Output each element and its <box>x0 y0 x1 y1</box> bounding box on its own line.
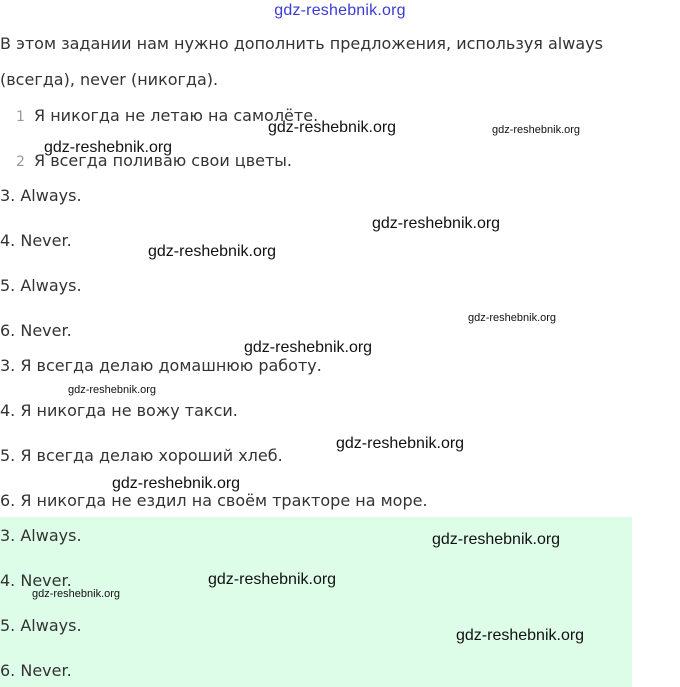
watermark: gdz-reshebnik.org <box>492 124 581 136</box>
intro-line-1: В этом задании нам нужно дополнить предложения, используя always <box>0 34 603 53</box>
answer-line: 6. Never. <box>0 661 72 680</box>
text-line: 4. Never. <box>0 231 72 250</box>
text-line: 3. Always. <box>0 186 82 205</box>
watermark: gdz-reshebnik.org <box>468 312 557 324</box>
watermark: gdz-reshebnik.org <box>44 139 173 156</box>
watermark: gdz-reshebnik.org <box>372 215 501 232</box>
answer-line: 5. Always. <box>0 616 82 635</box>
watermark: gdz-reshebnik.org <box>268 119 397 136</box>
watermark: gdz-reshebnik.org <box>208 571 337 588</box>
item-number: 2 <box>16 154 25 170</box>
intro-line-2: (всегда), never (никогда). <box>0 70 219 89</box>
answer-line: 4. Never. <box>0 571 72 590</box>
text-line: 5. Always. <box>0 276 82 295</box>
header-watermark: gdz-reshebnik.org <box>274 2 406 19</box>
text-line: 5. Я всегда делаю хороший хлеб. <box>0 446 283 465</box>
text-line: 4. Я никогда не вожу такси. <box>0 401 238 420</box>
item-number: 1 <box>16 109 25 125</box>
watermark: gdz-reshebnik.org <box>456 627 585 644</box>
watermark: gdz-reshebnik.org <box>148 243 277 260</box>
answer-line: 3. Always. <box>0 526 82 545</box>
watermark: gdz-reshebnik.org <box>32 588 121 600</box>
watermark: gdz-reshebnik.org <box>68 384 157 396</box>
text-line: 3. Я всегда делаю домашнюю работу. <box>0 356 322 375</box>
item-text: Я всегда поливаю свои цветы. <box>34 151 292 170</box>
watermark: gdz-reshebnik.org <box>244 339 373 356</box>
watermark: gdz-reshebnik.org <box>336 435 465 452</box>
watermark: gdz-reshebnik.org <box>112 475 241 492</box>
text-line: 6. Never. <box>0 321 72 340</box>
watermark: gdz-reshebnik.org <box>432 531 561 548</box>
item-text: Я никогда не летаю на самолёте. <box>34 106 319 125</box>
text-line: 6. Я никогда не ездил на своём тракторе на море. <box>0 491 428 510</box>
